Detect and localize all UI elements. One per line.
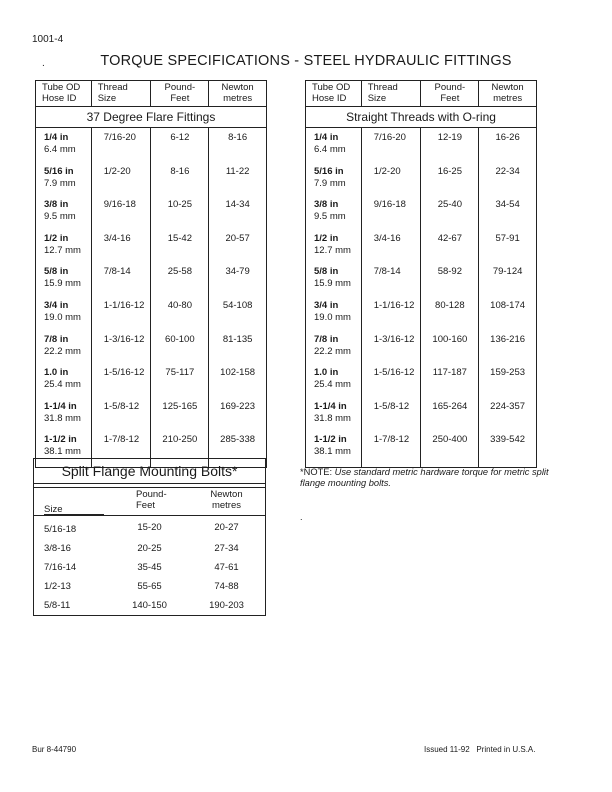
thread-size-cell: 1-7/8-12 <box>361 430 421 468</box>
stray-mark: . <box>300 512 303 522</box>
thread-size-cell: 1/2-20 <box>361 162 421 196</box>
split-flange-title: Split Flange Mounting Bolts* <box>34 459 265 484</box>
tube-od-header: Tube OD Hose ID <box>36 81 92 107</box>
thread-size-cell: 3/4-16 <box>361 229 421 263</box>
tube-od-cell: 5/8 in 15.9 mm <box>44 266 81 290</box>
thread-size-cell: 7/8-14 <box>91 262 151 296</box>
table-row <box>34 577 265 596</box>
newton-metres-cell: 136-216 <box>479 330 537 364</box>
pound-feet-cell: 250-400 <box>421 430 479 468</box>
bolt-size-cell: 5/16-18 <box>44 524 77 535</box>
newton-metres-cell: 20-57 <box>209 229 267 263</box>
table-row <box>36 195 267 229</box>
page-title: TORQUE SPECIFICATIONS - STEEL HYDRAULIC FITTINGS <box>100 53 512 69</box>
table-row <box>306 229 537 263</box>
table-row <box>306 397 537 431</box>
table-row <box>34 539 265 558</box>
bolt-size-cell: 7/16-14 <box>44 562 77 573</box>
table-row <box>34 558 265 577</box>
newton-metres-cell: 34-54 <box>479 195 537 229</box>
thread-size-cell: 7/8-14 <box>361 262 421 296</box>
thread-size-header: Thread Size <box>91 81 151 107</box>
thread-size-cell: 1/2-20 <box>91 162 151 196</box>
flare-fittings-table <box>35 80 267 468</box>
table-row <box>306 363 537 397</box>
newton-metres-cell: 224-357 <box>479 397 537 431</box>
table-row <box>36 128 267 162</box>
tube-od-cell: 1-1/2 in 38.1 mm <box>44 434 81 458</box>
section-title: Straight Threads with O-ring <box>306 107 537 128</box>
newton-metres-cell: 102-158 <box>209 363 267 397</box>
thread-size-cell: 7/16-20 <box>361 128 421 162</box>
tube-od-cell: 1/2 in 12.7 mm <box>44 232 81 256</box>
pound-feet-header: Pound- Feet <box>151 81 209 107</box>
newton-metres-cell: 54-108 <box>209 296 267 330</box>
bolt-size-cell: 3/8-16 <box>44 543 71 554</box>
pound-feet-cell: 55-65 <box>137 581 162 592</box>
table-row <box>36 262 267 296</box>
pound-feet-cell: 25-40 <box>421 195 479 229</box>
newton-metres-cell: 159-253 <box>479 363 537 397</box>
thread-size-cell: 1-5/8-12 <box>361 397 421 431</box>
tube-od-cell: 1/4 in 6.4 mm <box>44 132 76 155</box>
newton-metres-cell: 169-223 <box>209 397 267 431</box>
newton-metres-cell: 81-135 <box>209 330 267 364</box>
tube-od-cell: 5/16 in 7.9 mm <box>44 165 76 189</box>
pound-feet-cell: 42-67 <box>421 229 479 263</box>
pound-feet-cell: 10-25 <box>151 195 209 229</box>
table-row <box>306 330 537 364</box>
tube-od-cell: 1-1/4 in 31.8 mm <box>314 400 351 424</box>
table-header-row <box>36 81 267 107</box>
pound-feet-cell: 25-58 <box>151 262 209 296</box>
pound-feet-cell: 100-160 <box>421 330 479 364</box>
newton-metres-cell: 339-542 <box>479 430 537 468</box>
split-flange-box <box>33 458 266 616</box>
pound-feet-cell: 140-150 <box>132 600 167 611</box>
newton-metres-header: Newton metres <box>188 489 265 516</box>
table-row <box>36 397 267 431</box>
table-header-row <box>34 489 265 516</box>
thread-size-cell: 9/16-18 <box>361 195 421 229</box>
tube-od-cell: 3/8 in 9.5 mm <box>44 199 76 223</box>
table-row <box>36 229 267 263</box>
thread-size-cell: 7/16-20 <box>91 128 151 162</box>
oring-threads-table <box>305 80 537 468</box>
newton-metres-cell: 79-124 <box>479 262 537 296</box>
newton-metres-cell: 11-22 <box>209 162 267 196</box>
pound-feet-cell: 8-16 <box>151 162 209 196</box>
tube-od-cell: 7/8 in 22.2 mm <box>314 333 351 357</box>
table-row <box>306 296 537 330</box>
table-header-row <box>306 81 537 107</box>
thread-size-cell: 1-3/16-12 <box>361 330 421 364</box>
note-label: *NOTE: <box>300 467 333 477</box>
pound-feet-cell: 40-80 <box>151 296 209 330</box>
pound-feet-cell: 6-12 <box>151 128 209 162</box>
tube-od-cell: 3/4 in 19.0 mm <box>44 299 81 323</box>
bolt-size-cell: 1/2-13 <box>44 581 71 592</box>
newton-metres-cell: 20-27 <box>214 522 239 533</box>
pound-feet-cell: 58-92 <box>421 262 479 296</box>
newton-metres-cell: 47-61 <box>214 562 239 573</box>
size-header: Size <box>34 489 111 516</box>
section-title: 37 Degree Flare Fittings <box>36 107 267 128</box>
note-body: Use standard metric hardware torque for metric split flange mounting bolts. <box>300 467 549 488</box>
pound-feet-cell: 60-100 <box>151 330 209 364</box>
tube-od-cell: 5/8 in 15.9 mm <box>314 266 351 290</box>
thread-size-cell: 1-5/16-12 <box>361 363 421 397</box>
pound-feet-cell: 12-19 <box>421 128 479 162</box>
table-row <box>306 162 537 196</box>
pound-feet-cell: 117-187 <box>421 363 479 397</box>
table-row <box>36 296 267 330</box>
newton-metres-header: Newton metres <box>479 81 537 107</box>
newton-metres-cell: 8-16 <box>209 128 267 162</box>
newton-metres-cell: 16-26 <box>479 128 537 162</box>
newton-metres-cell: 57-91 <box>479 229 537 263</box>
page-number: 1001-4 <box>32 34 64 45</box>
table-row <box>306 262 537 296</box>
pound-feet-cell: 125-165 <box>151 397 209 431</box>
bolt-size-cell: 5/8-11 <box>44 600 71 611</box>
tube-od-cell: 1-1/2 in 38.1 mm <box>314 434 351 458</box>
tube-od-cell: 5/16 in 7.9 mm <box>314 165 346 189</box>
tube-od-cell: 1.0 in 25.4 mm <box>314 367 351 391</box>
table-row <box>36 330 267 364</box>
newton-metres-header: Newton metres <box>209 81 267 107</box>
stray-mark: . <box>42 58 45 69</box>
thread-size-cell: 3/4-16 <box>91 229 151 263</box>
tube-od-cell: 1/4 in 6.4 mm <box>314 132 346 155</box>
pound-feet-cell: 15-42 <box>151 229 209 263</box>
tube-od-cell: 3/8 in 9.5 mm <box>314 199 346 223</box>
newton-metres-cell: 190-203 <box>209 600 244 611</box>
newton-metres-cell: 285-338 <box>209 430 267 468</box>
pound-feet-cell: 16-25 <box>421 162 479 196</box>
note-text <box>300 467 570 489</box>
pound-feet-cell: 75-117 <box>151 363 209 397</box>
pound-feet-header: Pound- Feet <box>421 81 479 107</box>
newton-metres-cell: 34-79 <box>209 262 267 296</box>
pound-feet-cell: 35-45 <box>137 562 162 573</box>
newton-metres-cell: 108-174 <box>479 296 537 330</box>
table-row <box>306 430 537 468</box>
table-row <box>306 128 537 162</box>
pound-feet-cell: 80-128 <box>421 296 479 330</box>
table-row <box>36 162 267 196</box>
thread-size-cell: 1-1/16-12 <box>91 296 151 330</box>
table-row <box>34 596 265 615</box>
pound-feet-cell: 20-25 <box>137 543 162 554</box>
thread-size-cell: 1-5/16-12 <box>91 363 151 397</box>
newton-metres-cell: 22-34 <box>479 162 537 196</box>
table-row <box>34 516 265 540</box>
tube-od-cell: 1-1/4 in 31.8 mm <box>44 400 81 424</box>
document-number: Bur 8-44790 <box>32 745 77 754</box>
pound-feet-header: Pound- Feet <box>111 489 188 516</box>
thread-size-cell: 1-7/8-12 <box>91 430 151 468</box>
thread-size-cell: 1-1/16-12 <box>361 296 421 330</box>
pound-feet-cell: 210-250 <box>151 430 209 468</box>
pound-feet-cell: 165-264 <box>421 397 479 431</box>
newton-metres-cell: 14-34 <box>209 195 267 229</box>
tube-od-header: Tube OD Hose ID <box>306 81 362 107</box>
thread-size-cell: 9/16-18 <box>91 195 151 229</box>
split-flange-table <box>34 489 265 615</box>
tube-od-cell: 1.0 in 25.4 mm <box>44 367 81 391</box>
table-row <box>36 363 267 397</box>
issue-info: Issued 11-92 Printed in U.S.A. <box>424 745 536 754</box>
thread-size-cell: 1-5/8-12 <box>91 397 151 431</box>
newton-metres-cell: 27-34 <box>214 543 239 554</box>
table-row <box>306 195 537 229</box>
thread-size-cell: 1-3/16-12 <box>91 330 151 364</box>
pound-feet-cell: 15-20 <box>137 522 162 533</box>
tube-od-cell: 7/8 in 22.2 mm <box>44 333 81 357</box>
newton-metres-cell: 74-88 <box>214 581 239 592</box>
thread-size-header: Thread Size <box>361 81 421 107</box>
tube-od-cell: 1/2 in 12.7 mm <box>314 232 351 256</box>
tube-od-cell: 3/4 in 19.0 mm <box>314 299 351 323</box>
